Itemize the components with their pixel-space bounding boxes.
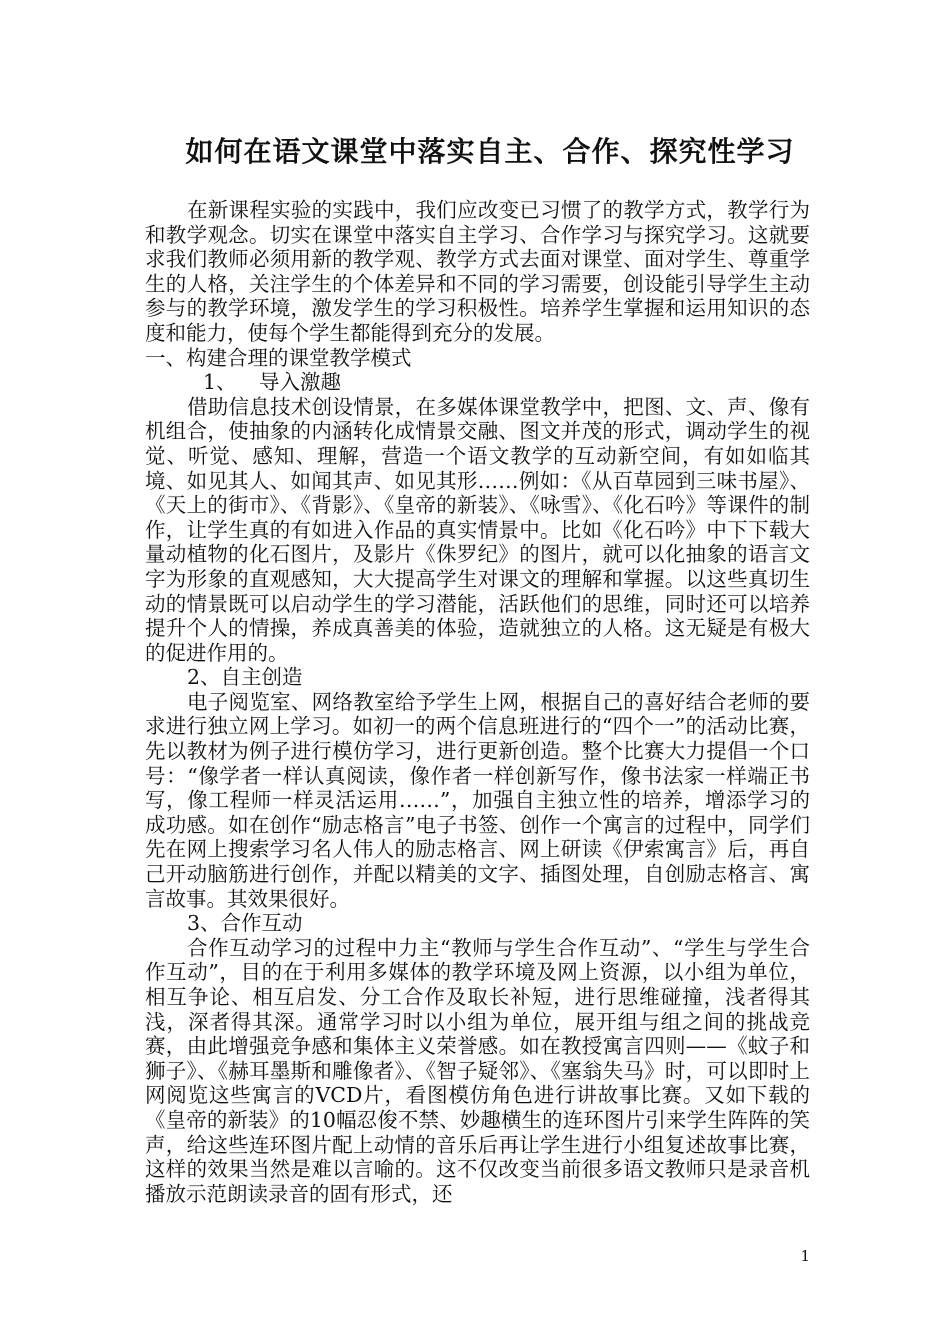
subsection-paragraph-3: 合作互动学习的过程中力主“教师与学生合作互动”、“学生与学生合作互动”，目的在于利用多媒体的教学环境及网上资源，以小组为单位，相互争论、相互启发、分工合作及取长补短，进行思维碰撞，浅者得其浅，深者得其深。通常学习时以小组为单位，展开组与组之间的挑战竞赛，由此增强竞争感和集体主义荣誉感。如在教授寓言四则——《蚊子和狮子》、《赫耳墨斯和雕像者》、《智子疑邻》、《塞翁失马》时，可以即时上网阅览这些寓言的VCD片，看图模仿角色进行讲故事比赛。又如下载的《皇帝的新装》的10幅忍俊不禁、妙趣横生的连环图片引来学生阵阵的笑声，给这些连环图片配上动情的音乐后再让学生进行小组复述故事比赛，这样的效果当然是难以言喻的。这不仅改变当前很多语文教师只是录音机播放示范朗读录音的固有形式，还 bbox=[145, 935, 810, 1206]
intro-paragraph: 在新课程实验的实践中，我们应改变已习惯了的教学方式，教学行为和教学观念。切实在课堂中落实自主学习、合作学习与探究学习。这就要求我们教师必须用新的教学观、教学方式去面对课堂、面对学生、尊重学生的人格，关注学生的个体差异和不同的学习需要，创设能引导学生主动参与的教学环境，激发学生的学习积极性。培养学生掌握和运用知识的态度和能力，使每个学生都能得到充分的发展。 bbox=[145, 198, 810, 345]
subsection-heading-3: 3、合作互动 bbox=[187, 911, 303, 936]
page-number: 1 bbox=[800, 1247, 810, 1265]
subsection-paragraph-2: 电子阅览室、网络教室给予学生上网，根据自己的喜好结合老师的要求进行独立网上学习。如初一的两个信息班进行的“四个一”的活动比赛，先以教材为例子进行模仿学习，进行更新创造。整个比赛大力提倡一个口号：“像学者一样认真阅读，像作者一样创新写作，像书法家一样端正书写，像工程师一样灵活运用……”，加强自主独立性的培养，增添学习的成功感。如在创作“励志格言”电子书签、创作一个寓言的过程中，同学们先在网上搜索学习名人伟人的励志格言、网上研读《伊索寓言》后，再自己开动脑筋进行创作，并配以精美的文字、插图处理，自创励志格言、寓言故事。其效果很好。 bbox=[145, 689, 810, 911]
subsection-heading-1 bbox=[145, 370, 810, 395]
section-heading-1: 一、构建合理的课堂教学模式 bbox=[145, 345, 412, 370]
subsection-title-1: 导入激趣 bbox=[259, 370, 341, 395]
subsection-number-1: 1、 bbox=[203, 370, 237, 395]
subsection-paragraph-1: 借助信息技术创设情景，在多媒体课堂教学中，把图、文、声、像有机组合，使抽象的内涵转化成情景交融、图文并茂的形式，调动学生的视觉、听觉、感知、理解，营造一个语文教学的互动新空间，有如如临其境、如见其人、如闻其声、如见其形……例如：《从百草园到三味书屋》、《天上的街市》、《背影》、《皇帝的新装》、《咏雪》、《化石吟》等课件的制作，让学生真的有如进入作品的真实情景中。比如《化石吟》中下下载大量动植物的化石图片，及影片《侏罗纪》的图片，就可以化抽象的语言文字为形象的直观感知，大大提高学生对课文的理解和掌握。以这些真切生动的情景既可以启动学生的学习潜能，活跃他们的思维，同时还可以培养提升个人的情操，养成真善美的体验，造就独立的人格。这无疑是有极大的促进作用的。 bbox=[145, 394, 810, 665]
subsection-heading-2: 2、自主创造 bbox=[187, 665, 303, 690]
document-title: 如何在语文课堂中落实自主、合作、探究性学习 bbox=[185, 135, 795, 168]
document-body bbox=[145, 198, 810, 1206]
